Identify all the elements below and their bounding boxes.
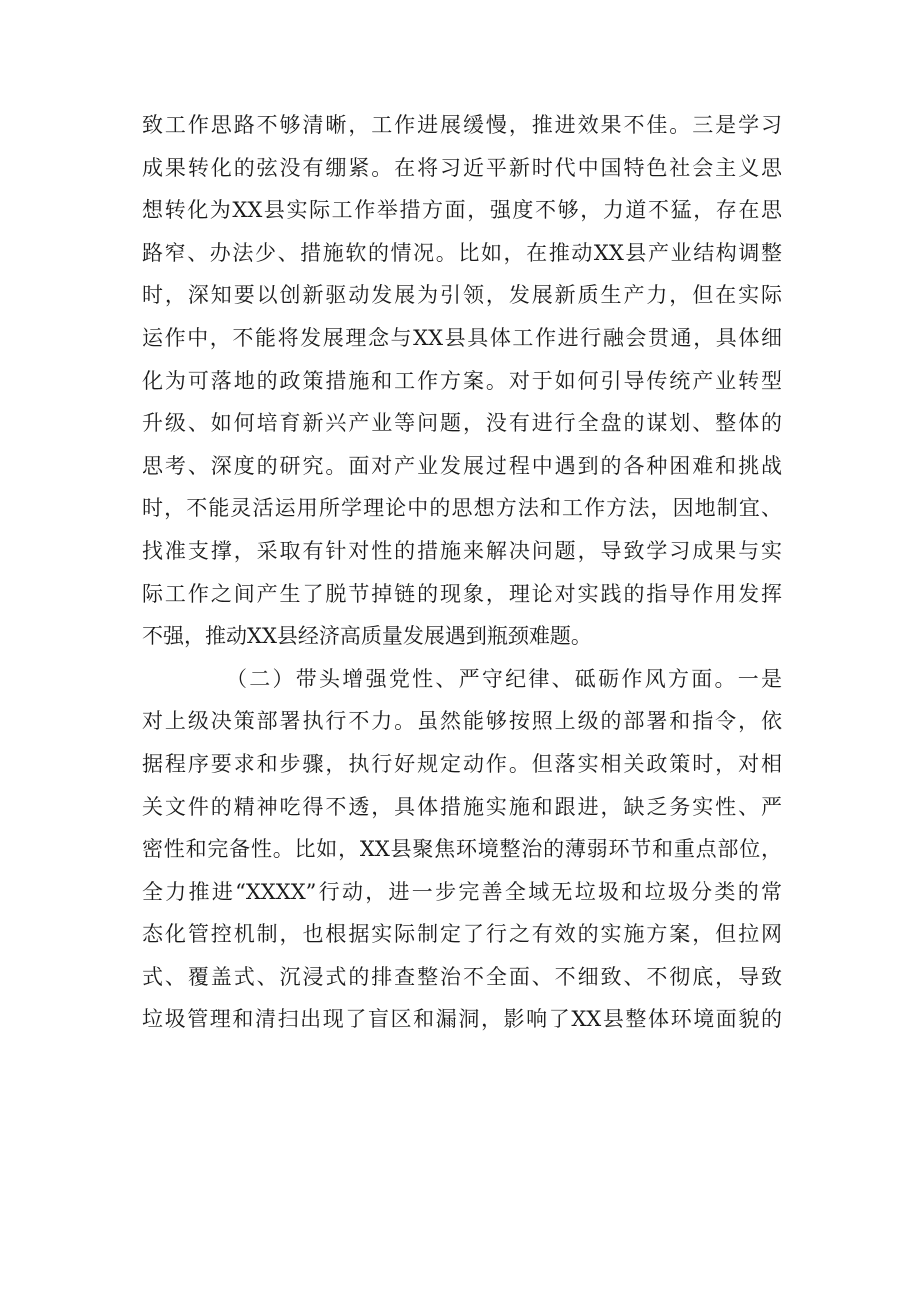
paragraph-2 [142, 658, 782, 1041]
text-line: 全力推进“XXXX”行动，进一步完善全域无垃圾和垃圾分类的常 [142, 879, 782, 904]
body-text [142, 104, 782, 1041]
text-line: 路窄、办法少、措施软的情况。比如，在推动XX县产业结构调整 [142, 240, 782, 265]
text-line: 据程序要求和步骤，执行好规定动作。但落实相关政策时，对相 [142, 751, 782, 776]
text-line: 不强，推动XX县经济高质量发展遇到瓶颈难题。 [142, 624, 592, 649]
text-line: 成果转化的弦没有绷紧。在将习近平新时代中国特色社会主义思 [142, 155, 782, 180]
text-line: 运作中，不能将发展理念与XX县具体工作进行融会贯通，具体细 [142, 325, 782, 350]
text-line: 态化管控机制，也根据实际制定了行之有效的实施方案，但拉网 [142, 922, 782, 947]
text-line: 致工作思路不够清晰，工作进展缓慢，推进效果不佳。三是学习 [142, 113, 782, 137]
text-line: 找准支撑，采取有针对性的措施来解决问题，导致学习成果与实 [142, 538, 782, 563]
text-line: 化为可落地的政策措施和工作方案。对于如何引导传统产业转型 [142, 368, 782, 393]
text-line: 垃圾管理和清扫出现了盲区和漏洞，影响了XX县整体环境面貌的 [142, 1007, 782, 1032]
text-line: 升级、如何培育新兴产业等问题，没有进行全盘的谋划、整体的 [142, 411, 782, 436]
paragraph-1 [142, 104, 782, 658]
section-heading-line: （二）带头增强党性、严守纪律、砥砺作风方面。一是 [226, 666, 782, 691]
text-line: 密性和完备性。比如，XX县聚焦环境整治的薄弱环节和重点部位， [142, 837, 782, 862]
text-line: 关文件的精神吃得不透，具体措施实施和跟进，缺乏务实性、严 [142, 794, 782, 819]
text-line: 时，深知要以创新驱动发展为引领，发展新质生产力，但在实际 [142, 283, 782, 308]
text-line: 想转化为XX县实际工作举措方面，强度不够，力道不猛，存在思 [142, 198, 782, 223]
text-line: 际工作之间产生了脱节掉链的现象，理论对实践的指导作用发挥 [142, 581, 782, 606]
text-line: 时，不能灵活运用所学理论中的思想方法和工作方法，因地制宜、 [142, 496, 782, 521]
text-line: 式、覆盖式、沉浸式的排查整治不全面、不细致、不彻底，导致 [142, 964, 782, 989]
text-line: 对上级决策部署执行不力。虽然能够按照上级的部署和指令，依 [142, 709, 782, 734]
text-line: 思考、深度的研究。面对产业发展过程中遇到的各种困难和挑战 [142, 453, 782, 478]
